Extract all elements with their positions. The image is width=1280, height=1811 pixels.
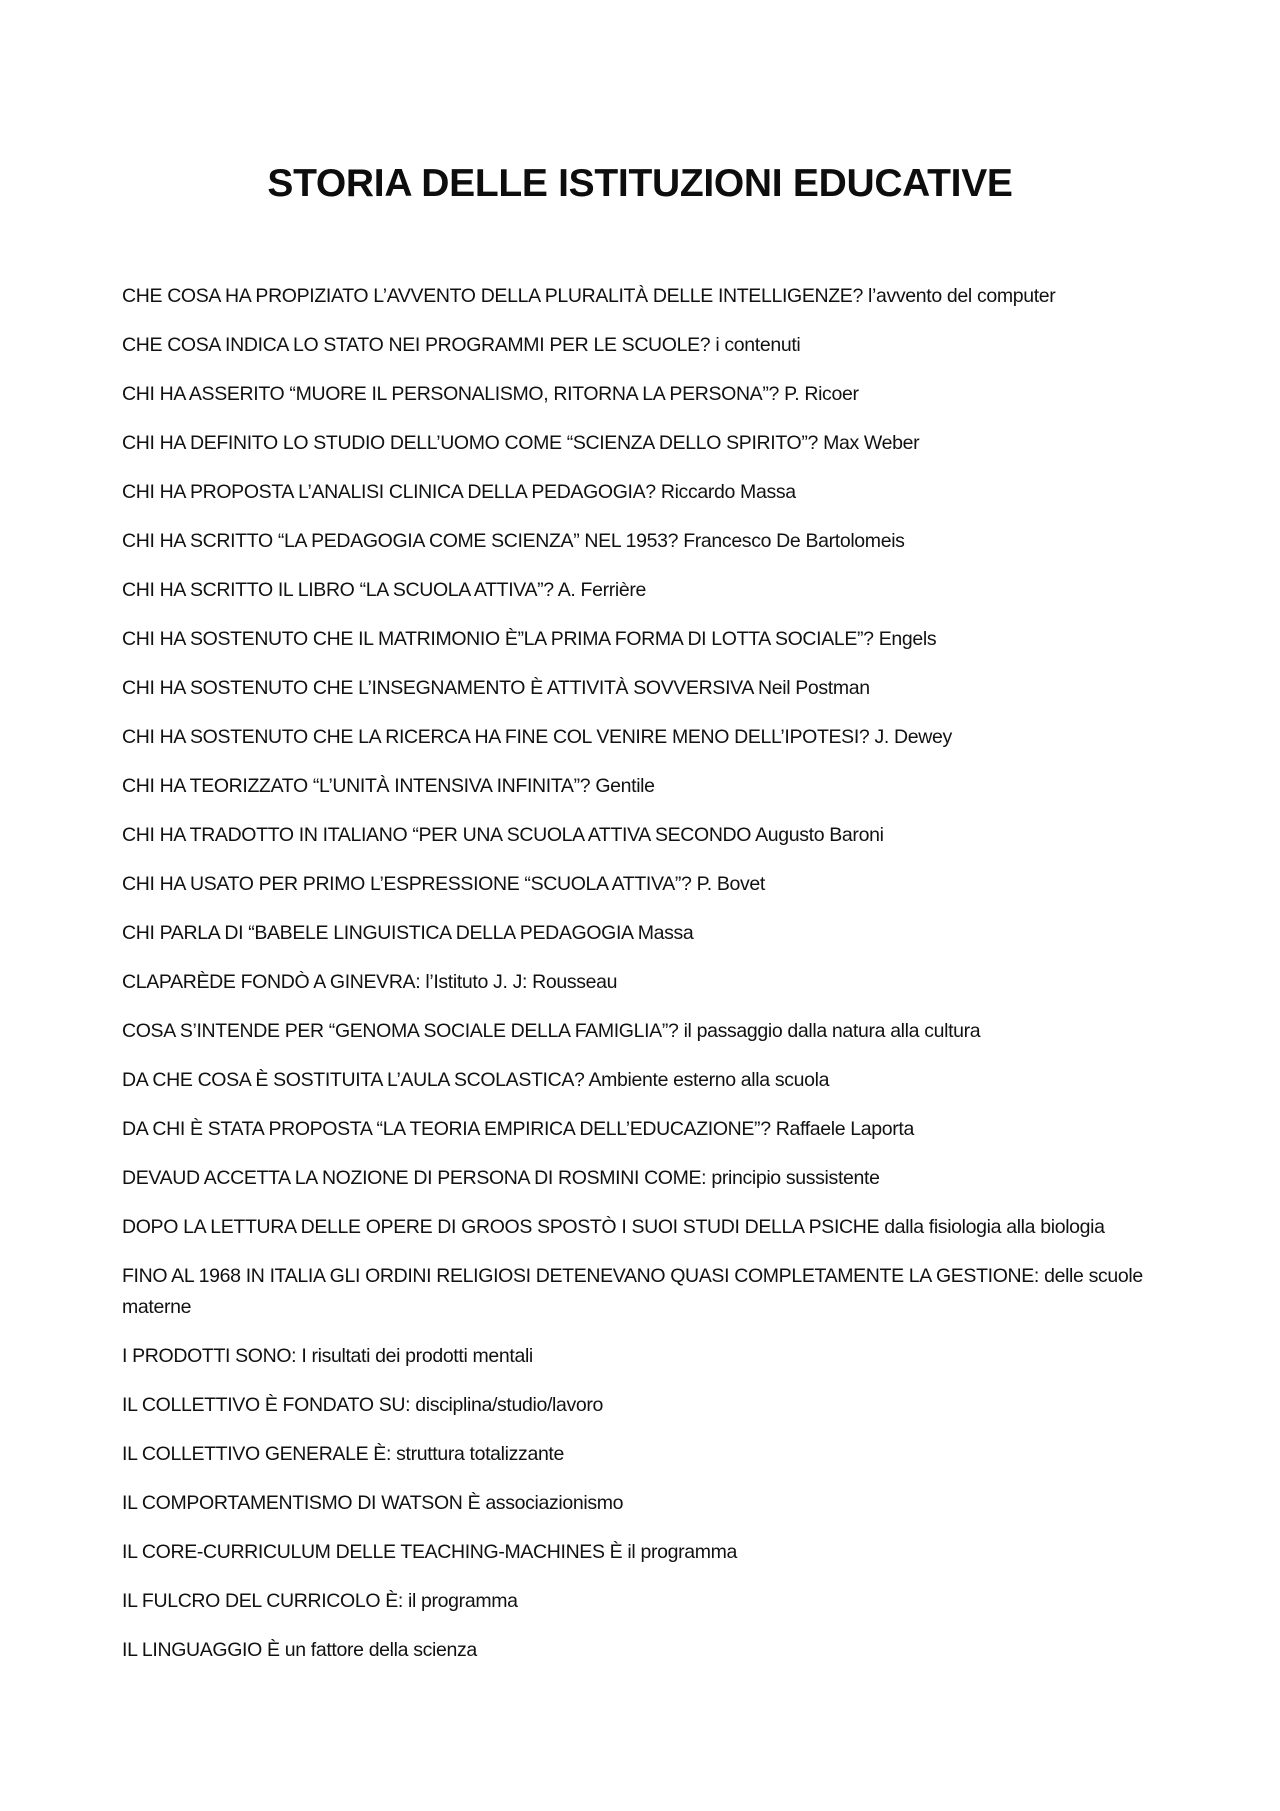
answer-text: Riccardo Massa bbox=[660, 481, 796, 503]
answer-text: Raffaele Laporta bbox=[775, 1118, 914, 1140]
question-text: CHI PARLA DI “BABELE LINGUISTICA DELLA PEDAGOGIA bbox=[122, 922, 633, 944]
question-answer-item bbox=[122, 869, 1172, 900]
answer-text: dalla fisiologia alla biologia bbox=[884, 1216, 1105, 1238]
question-text: IL CORE-CURRICULUM DELLE TEACHING-MACHINES È bbox=[122, 1541, 623, 1563]
question-text: CHI HA SOSTENUTO CHE IL MATRIMONIO È”LA PRIMA FORMA DI LOTTA SOCIALE”? bbox=[122, 628, 874, 650]
question-answer-list bbox=[122, 281, 1172, 1684]
answer-text: disciplina/studio/lavoro bbox=[415, 1394, 604, 1416]
question-answer-item bbox=[122, 1114, 1172, 1145]
question-text: DOPO LA LETTURA DELLE OPERE DI GROOS SPOSTÒ I SUOI STUDI DELLA PSICHE bbox=[122, 1216, 880, 1238]
answer-text: A. Ferrière bbox=[557, 579, 647, 601]
question-text: CHI HA SCRITTO “LA PEDAGOGIA COME SCIENZA” NEL 1953? bbox=[122, 530, 679, 552]
question-answer-item bbox=[122, 1439, 1172, 1470]
question-text: IL COLLETTIVO GENERALE È: bbox=[122, 1443, 392, 1465]
answer-text: Max Weber bbox=[823, 432, 920, 454]
question-text: CHI HA ASSERITO “MUORE IL PERSONALISMO, RITORNA LA PERSONA”? bbox=[122, 383, 779, 405]
question-text: CHI HA SOSTENUTO CHE L’INSEGNAMENTO È ATTIVITÀ SOVVERSIVA bbox=[122, 677, 753, 699]
answer-text: Neil Postman bbox=[758, 677, 870, 699]
answer-text: struttura totalizzante bbox=[396, 1443, 564, 1465]
question-answer-item bbox=[122, 820, 1172, 851]
answer-text: il programma bbox=[408, 1590, 518, 1612]
answer-text: il passaggio dalla natura alla cultura bbox=[683, 1020, 981, 1042]
question-answer-item bbox=[122, 1537, 1172, 1568]
question-text: CHI HA USATO PER PRIMO L’ESPRESSIONE “SCUOLA ATTIVA”? bbox=[122, 873, 692, 895]
answer-text: Massa bbox=[637, 922, 694, 944]
answer-text: P. Bovet bbox=[696, 873, 765, 895]
question-answer-item bbox=[122, 1212, 1172, 1243]
document-title: STORIA DELLE ISTITUZIONI EDUCATIVE bbox=[267, 162, 1013, 205]
question-answer-item bbox=[122, 281, 1172, 312]
question-answer-item bbox=[122, 575, 1172, 606]
question-text: CHI HA DEFINITO LO STUDIO DELL’UOMO COME “SCIENZA DELLO SPIRITO”? bbox=[122, 432, 818, 454]
question-text: CHI HA TRADOTTO IN ITALIANO “PER UNA SCUOLA ATTIVA SECONDO bbox=[122, 824, 752, 846]
answer-text: il programma bbox=[627, 1541, 738, 1563]
question-answer-item bbox=[122, 673, 1172, 704]
question-text: CHE COSA HA PROPIZIATO L’AVVENTO DELLA PLURALITÀ DELLE INTELLIGENZE? bbox=[122, 285, 863, 307]
question-answer-item bbox=[122, 1065, 1172, 1096]
question-answer-item bbox=[122, 1341, 1172, 1372]
answer-text: Ambiente esterno alla scuola bbox=[588, 1069, 830, 1091]
question-answer-item bbox=[122, 1163, 1172, 1194]
answer-text: l’Istituto J. J: Rousseau bbox=[425, 971, 618, 993]
answer-text: l’avvento del computer bbox=[868, 285, 1056, 307]
answer-text: I risultati dei prodotti mentali bbox=[301, 1345, 533, 1367]
question-text: I PRODOTTI SONO: bbox=[122, 1345, 297, 1367]
question-text: CHI HA SOSTENUTO CHE LA RICERCA HA FINE COL VENIRE MENO DELL’IPOTESI? bbox=[122, 726, 870, 748]
question-answer-item bbox=[122, 722, 1172, 753]
question-answer-item bbox=[122, 1390, 1172, 1421]
question-text: DA CHI È STATA PROPOSTA “LA TEORIA EMPIRICA DELL’EDUCAZIONE”? bbox=[122, 1118, 771, 1140]
answer-text: i contenuti bbox=[715, 334, 801, 356]
question-answer-item bbox=[122, 477, 1172, 508]
question-answer-item bbox=[122, 379, 1172, 410]
question-answer-item bbox=[122, 526, 1172, 557]
question-text: IL LINGUAGGIO È bbox=[122, 1639, 280, 1661]
question-text: DEVAUD ACCETTA LA NOZIONE DI PERSONA DI ROSMINI COME: bbox=[122, 1167, 707, 1189]
question-answer-item bbox=[122, 771, 1172, 802]
question-text: FINO AL 1968 IN ITALIA GLI ORDINI RELIGIOSI DETENEVANO QUASI COMPLETAMENTE LA GESTIONE: bbox=[122, 1265, 1039, 1287]
question-text: IL COLLETTIVO È FONDATO SU: bbox=[122, 1394, 411, 1416]
answer-text: principio sussistente bbox=[711, 1167, 880, 1189]
question-text: CHI HA TEORIZZATO “L’UNITÀ INTENSIVA INFINITA”? bbox=[122, 775, 591, 797]
answer-text: un fattore della scienza bbox=[284, 1639, 477, 1661]
answer-text: delle scuole materne bbox=[122, 1265, 1143, 1318]
question-text: CLAPARÈDE FONDÒ A GINEVRA: bbox=[122, 971, 421, 993]
question-answer-item bbox=[122, 428, 1172, 459]
answer-text: Augusto Baroni bbox=[755, 824, 884, 846]
answer-text: Gentile bbox=[595, 775, 655, 797]
question-answer-item bbox=[122, 1488, 1172, 1519]
question-text: CHI HA SCRITTO IL LIBRO “LA SCUOLA ATTIVA”? bbox=[122, 579, 554, 601]
question-answer-item bbox=[122, 624, 1172, 655]
question-answer-item bbox=[122, 967, 1172, 998]
question-answer-item bbox=[122, 1635, 1172, 1666]
answer-text: Francesco De Bartolomeis bbox=[683, 530, 905, 552]
answer-text: associazionismo bbox=[485, 1492, 624, 1514]
question-text: CHE COSA INDICA LO STATO NEI PROGRAMMI PER LE SCUOLE? bbox=[122, 334, 711, 356]
answer-text: Engels bbox=[878, 628, 937, 650]
question-text: IL FULCRO DEL CURRICOLO È: bbox=[122, 1590, 403, 1612]
question-answer-item bbox=[122, 1016, 1172, 1047]
question-text: CHI HA PROPOSTA L’ANALISI CLINICA DELLA PEDAGOGIA? bbox=[122, 481, 656, 503]
question-text: IL COMPORTAMENTISMO DI WATSON È bbox=[122, 1492, 481, 1514]
question-answer-item bbox=[122, 330, 1172, 361]
question-answer-item bbox=[122, 1586, 1172, 1617]
answer-text: J. Dewey bbox=[874, 726, 952, 748]
question-answer-item bbox=[122, 1261, 1172, 1323]
question-text: DA CHE COSA È SOSTITUITA L’AULA SCOLASTICA? bbox=[122, 1069, 585, 1091]
question-answer-item bbox=[122, 918, 1172, 949]
question-text: COSA S’INTENDE PER “GENOMA SOCIALE DELLA FAMIGLIA”? bbox=[122, 1020, 679, 1042]
answer-text: P. Ricoer bbox=[784, 383, 859, 405]
